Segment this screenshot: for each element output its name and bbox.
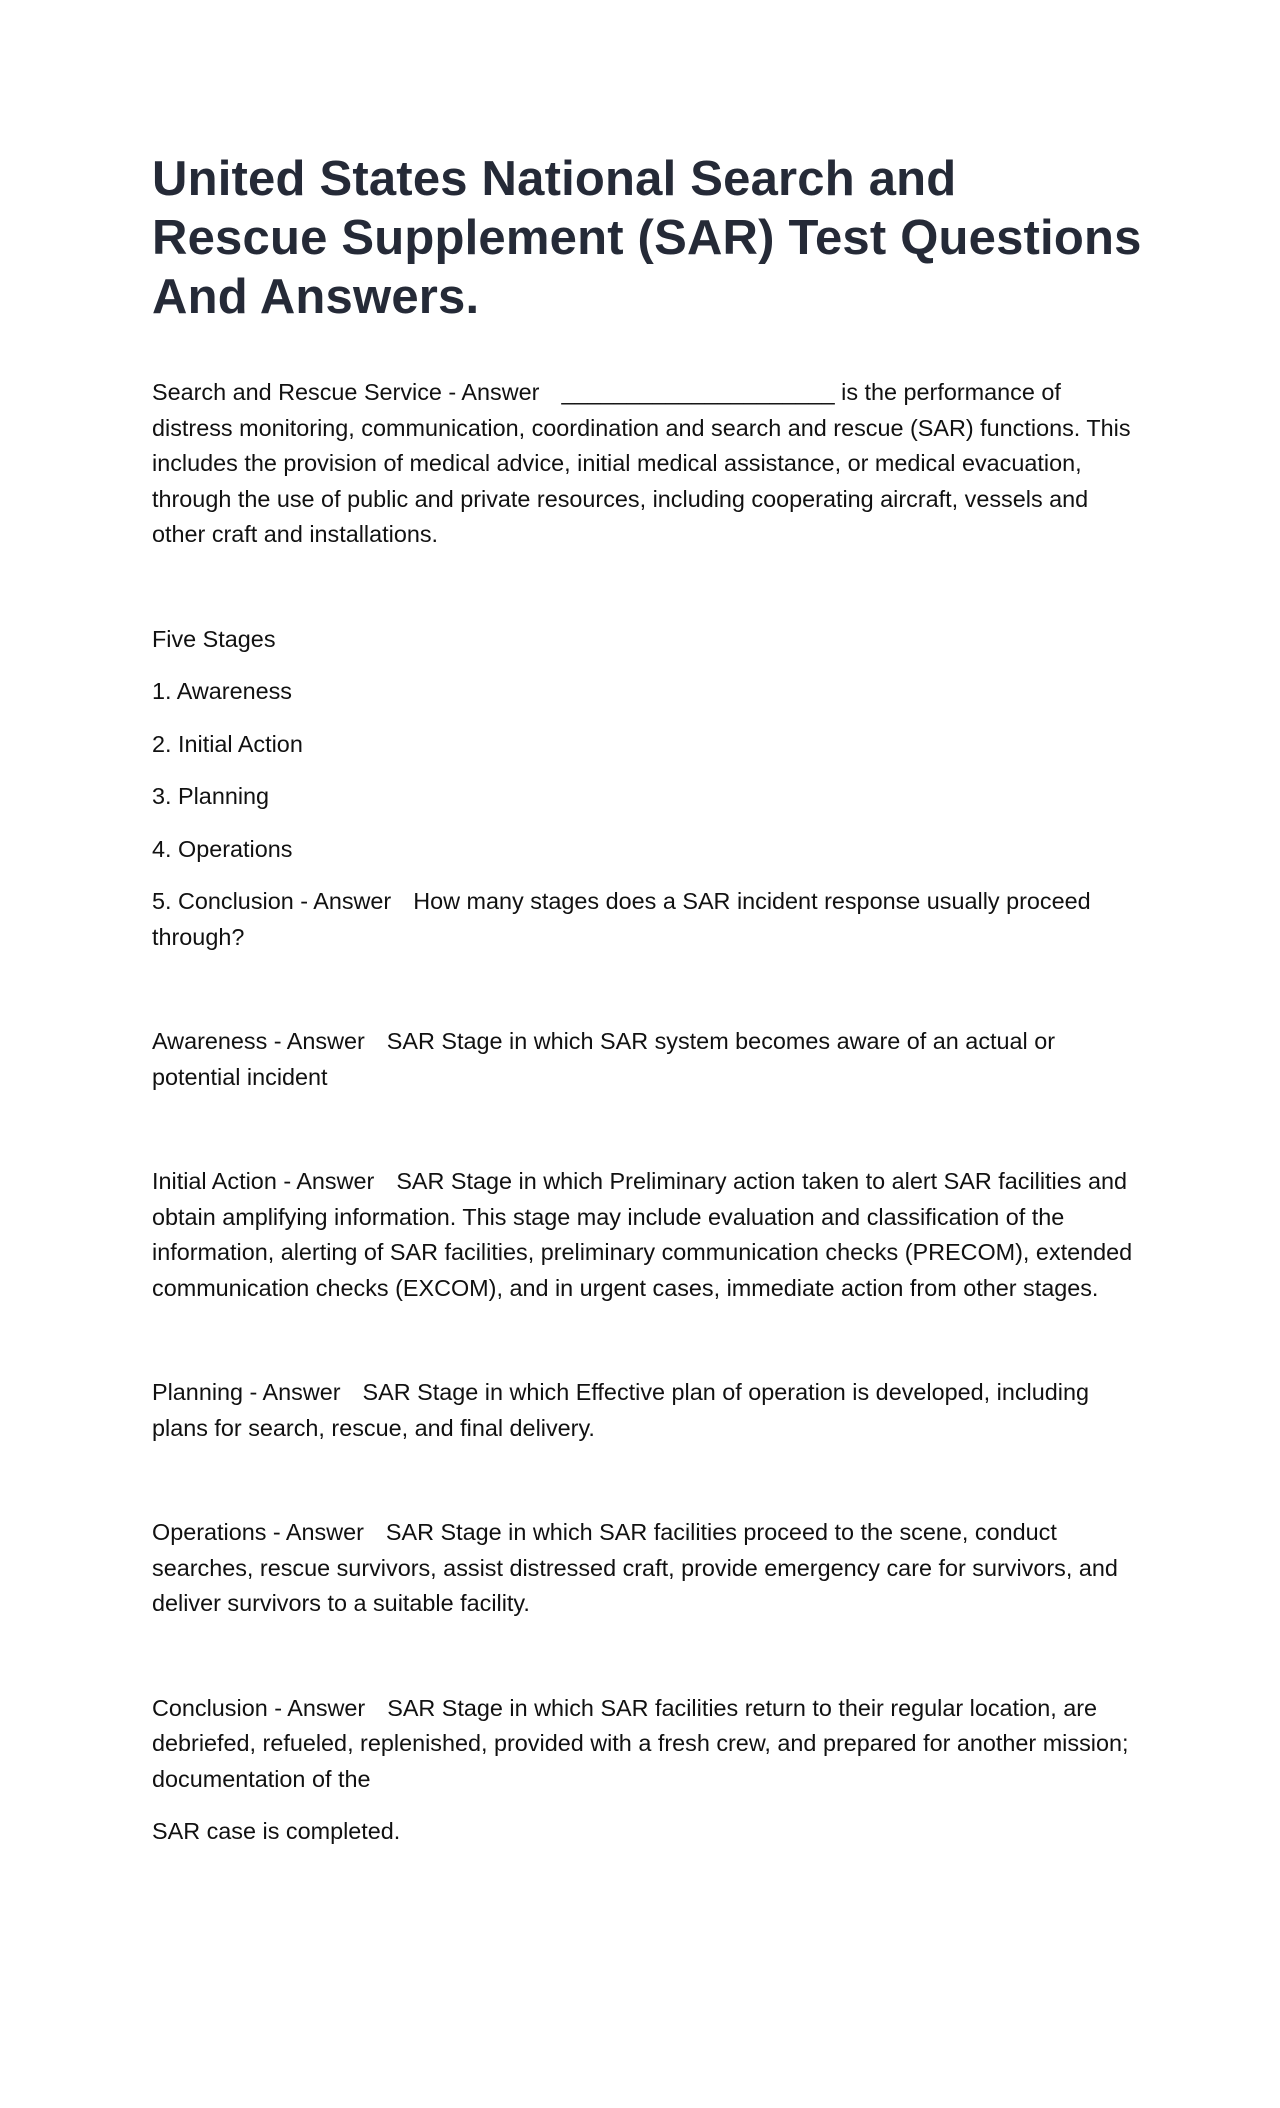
stages-heading: Five Stages — [152, 625, 276, 652]
qa-definition: SAR Stage in which Preliminary action taken to alert SAR facilities and obtain amplifying information. This stage may include evaluation and classification of the information, alerting of SAR facilities, preliminary communication checks (PRECOM), extended communication checks (EXCOM), and in urgent cases, immediate action from other stages. — [152, 1168, 1133, 1301]
qa-definition: How many stages does a SAR incident response usually proceed through? — [152, 888, 1091, 950]
document-body — [152, 375, 1142, 1850]
qa-term: Conclusion - Answer — [152, 1694, 366, 1721]
document-page — [152, 150, 1142, 1850]
qa-term: Awareness - Answer — [152, 1028, 365, 1054]
qa-definition: SAR Stage in which SAR facilities return to their regular location, are debriefed, refueled, replenished, provided with a fresh crew, and prepared for another mission; documentation of the — [152, 1694, 1129, 1792]
qa-definition: SAR Stage in which SAR system becomes aware of an actual or potential incident — [152, 1028, 1056, 1090]
qa-term: Operations - Answer — [152, 1519, 364, 1545]
qa-term: 5. Conclusion - Answer — [152, 888, 392, 914]
qa-item-initial-action — [152, 1164, 1142, 1306]
stage-list-item: 2. Initial Action — [152, 730, 303, 757]
stage-list-item: 1. Awareness — [152, 678, 293, 704]
qa-item-awareness — [152, 1024, 1142, 1095]
qa-term: Initial Action - Answer — [152, 1168, 375, 1194]
stage-list-item: 3. Planning — [152, 783, 270, 809]
qa-term: Planning - Answer — [152, 1379, 341, 1405]
qa-definition: SAR Stage in which Effective plan of operation is developed, including plans for search, rescue, and final delivery. — [152, 1379, 1089, 1441]
qa-item-search-and-rescue-service — [152, 375, 1142, 553]
qa-term: Search and Rescue Service - Answer — [152, 379, 540, 405]
qa-definition: _____________________ is the performance of distress monitoring, communication, coordination and search and rescue (SAR) functions. This includes the provision of medical advice, initial medical assistance, or medical evacuation, through the use of public and private resources, including cooperating aircraft, vessels and other craft and installations. — [152, 379, 1131, 547]
qa-item-five-stages — [152, 884, 1142, 955]
qa-definition: SAR Stage in which SAR facilities proceed to the scene, conduct searches, rescue survivors, assist distressed craft, provide emergency care for survivors, and deliver survivors to a suitable facility. — [152, 1519, 1118, 1616]
qa-item-conclusion — [152, 1691, 1142, 1798]
stage-list-item: 4. Operations — [152, 835, 293, 862]
document-title: United States National Search and Rescue Supplement (SAR) Test Questions And Answers. — [152, 152, 1142, 324]
qa-definition-continuation: SAR case is completed. — [152, 1818, 401, 1844]
qa-item-planning — [152, 1375, 1142, 1446]
qa-item-operations — [152, 1515, 1142, 1622]
